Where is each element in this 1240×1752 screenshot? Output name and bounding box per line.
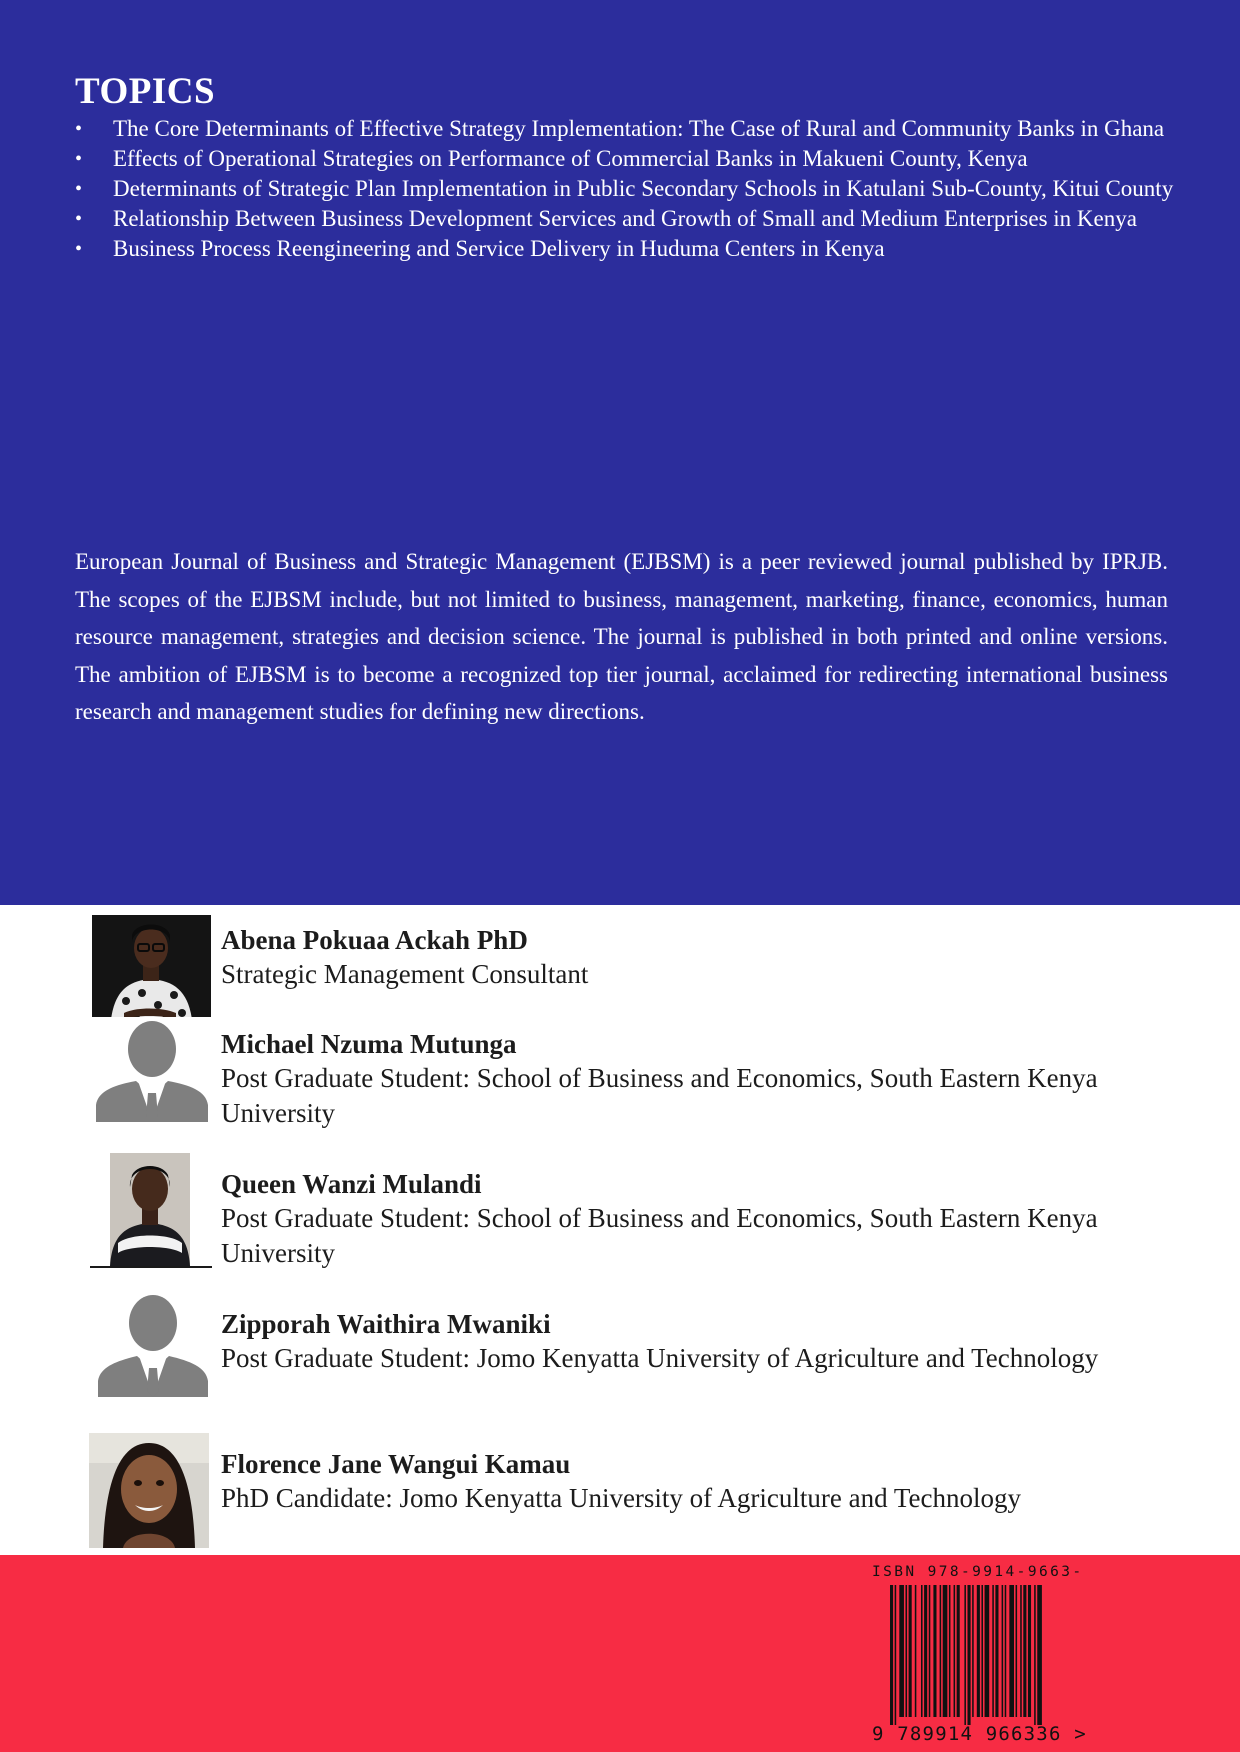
topic-item xyxy=(75,114,1175,144)
author-photo xyxy=(92,1017,212,1122)
author-name: Michael Nzuma Mutunga xyxy=(221,1029,517,1059)
topic-text: Determinants of Strategic Plan Implementation in Public Secondary Schools in Katulani Sub-County, Kitui County xyxy=(113,176,1174,201)
topic-text: The Core Determinants of Effective Strategy Implementation: The Case of Rural and Community Banks in Ghana xyxy=(113,116,1165,141)
portrait-photo xyxy=(90,1153,212,1269)
topic-text: Effects of Operational Strategies on Performance of Commercial Banks in Makueni County, Kenya xyxy=(113,146,1028,171)
author-role: Post Graduate Student: Jomo Kenyatta University of Agriculture and Technology xyxy=(221,1343,1099,1373)
topic-text: Relationship Between Business Development Services and Growth of Small and Medium Enterprises in Kenya xyxy=(113,206,1137,231)
author-role: Strategic Management Consultant xyxy=(221,959,589,989)
author-photo xyxy=(94,1293,212,1397)
bullet-icon: • xyxy=(75,238,83,260)
portrait-photo xyxy=(89,1433,209,1548)
author-info xyxy=(221,1447,1141,1516)
barcode-icon xyxy=(890,1585,1090,1725)
journal-description: European Journal of Business and Strategic Management (EJBSM) is a peer reviewed journal published by IPRJB. The scopes of the EJBSM include, but not limited to business, management, marketing, finance, economics, human resource management, strategies and decision science. The journal is published in both printed and online versions. The ambition of EJBSM is to become a recognized top tier journal, acclaimed for redirecting international business research and management studies for defining new directions. xyxy=(75,549,1168,724)
author-info xyxy=(221,1167,1141,1271)
isbn-digits: 9 789914 966336 > xyxy=(872,1723,1087,1745)
author-info xyxy=(221,1027,1141,1131)
author-name: Zipporah Waithira Mwaniki xyxy=(221,1309,551,1339)
isbn-label: ISBN 978-9914-9663- xyxy=(872,1564,1084,1580)
cover-bottom-band xyxy=(0,1555,1240,1752)
authors-section xyxy=(0,905,1240,1555)
topics-heading: TOPICS xyxy=(75,71,216,112)
topic-item xyxy=(75,204,1175,234)
author-info xyxy=(221,1307,1141,1376)
topic-item xyxy=(75,234,1175,264)
author-photo xyxy=(89,1433,209,1548)
topic-text: Business Process Reengineering and Service Delivery in Huduma Centers in Kenya xyxy=(113,236,885,261)
author-role: Post Graduate Student: School of Business and Economics, South Eastern Kenya University xyxy=(221,1063,1098,1128)
bullet-icon: • xyxy=(75,118,83,140)
author-photo xyxy=(92,915,211,1030)
author-name: Queen Wanzi Mulandi xyxy=(221,1169,482,1199)
topic-item xyxy=(75,144,1175,174)
topics-list xyxy=(75,114,1175,264)
bullet-icon: • xyxy=(75,148,83,170)
bullet-icon: • xyxy=(75,178,83,200)
bullet-icon: • xyxy=(75,208,83,230)
male-silhouette-icon xyxy=(94,1293,212,1397)
author-role: PhD Candidate: Jomo Kenyatta University of Agriculture and Technology xyxy=(221,1483,1021,1513)
author-name: Abena Pokuaa Ackah PhD xyxy=(221,925,528,955)
male-silhouette-icon xyxy=(92,1017,212,1122)
topic-item xyxy=(75,174,1175,204)
author-role: Post Graduate Student: School of Business and Economics, South Eastern Kenya University xyxy=(221,1203,1098,1268)
author-info xyxy=(221,923,1141,992)
author-photo xyxy=(90,1153,212,1269)
portrait-photo xyxy=(92,915,211,1030)
author-name: Florence Jane Wangui Kamau xyxy=(221,1449,571,1479)
